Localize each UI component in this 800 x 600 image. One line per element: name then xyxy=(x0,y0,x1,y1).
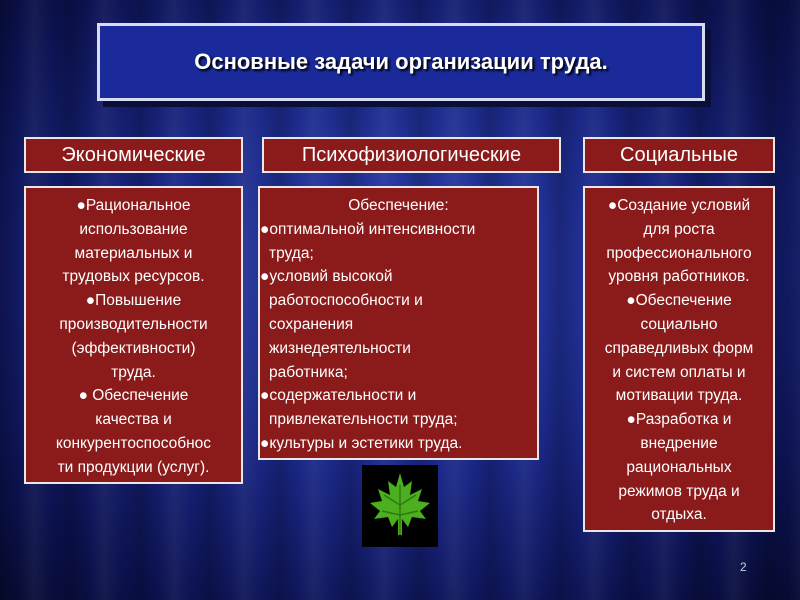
psycho-line: труда; xyxy=(269,244,314,262)
social-line: ●Обеспечение xyxy=(626,292,732,310)
economic-line: труда. xyxy=(111,363,156,381)
social-line: и систем оплаты и xyxy=(612,363,746,381)
psycho-line: ●оптимальной интенсивности xyxy=(260,220,476,238)
slide-title: Основные задачи организации труда. xyxy=(194,49,608,74)
economic-line: производительности xyxy=(59,315,208,333)
economic-box xyxy=(24,186,243,484)
psycho-line: жизнедеятельности xyxy=(269,339,411,357)
title-box xyxy=(97,23,705,101)
economic-line: качества и xyxy=(95,411,172,429)
social-line: справедливых форм xyxy=(604,339,754,357)
social-line: ●Разработка и xyxy=(626,411,732,429)
economic-line: ● Обеспечение xyxy=(78,387,189,405)
psycho-line: привлекательности труда; xyxy=(269,411,458,429)
social-line: мотивации труда. xyxy=(615,387,743,405)
economic-line: трудовых ресурсов. xyxy=(62,268,205,286)
economic-line: ●Повышение xyxy=(85,292,182,310)
economic-line: ти продукции (услуг). xyxy=(57,458,210,476)
social-line: уровня работников. xyxy=(608,268,750,286)
social-line: для роста xyxy=(643,220,715,238)
psychophysiological-box xyxy=(258,186,539,460)
psycho-line: Обеспечение: xyxy=(348,197,449,214)
economic-line: (эффективности) xyxy=(71,339,196,357)
economic-line: использование xyxy=(79,220,188,238)
psycho-line: ●условий высокой xyxy=(260,268,393,286)
social-line: отдыха. xyxy=(651,506,707,524)
social-line: режимов труда и xyxy=(618,482,740,500)
header-psychophysiological: Психофизиологические xyxy=(262,137,561,173)
psycho-line: работоспособности и xyxy=(269,292,423,310)
economic-line: материальных и xyxy=(74,244,193,262)
economic-line: ●Рациональное xyxy=(76,197,191,214)
psycho-line: работника; xyxy=(269,363,348,381)
social-line: внедрение xyxy=(640,434,718,452)
psycho-line: ●содержательности и xyxy=(260,387,417,405)
psycho-line: ●культуры и эстетики труда. xyxy=(260,434,463,452)
social-box xyxy=(583,186,775,532)
economic-line: конкурентоспособнос xyxy=(55,434,212,452)
maple-leaf-icon xyxy=(362,465,438,547)
social-line: социально xyxy=(640,315,718,333)
social-line: ●Создание условий xyxy=(607,197,751,214)
social-line: рациональных xyxy=(626,458,732,476)
header-economic: Экономические xyxy=(24,137,243,173)
social-line: профессионального xyxy=(606,244,752,262)
page-number: 2 xyxy=(740,560,747,574)
header-social: Социальные xyxy=(583,137,775,173)
psycho-line: сохранения xyxy=(269,315,354,333)
